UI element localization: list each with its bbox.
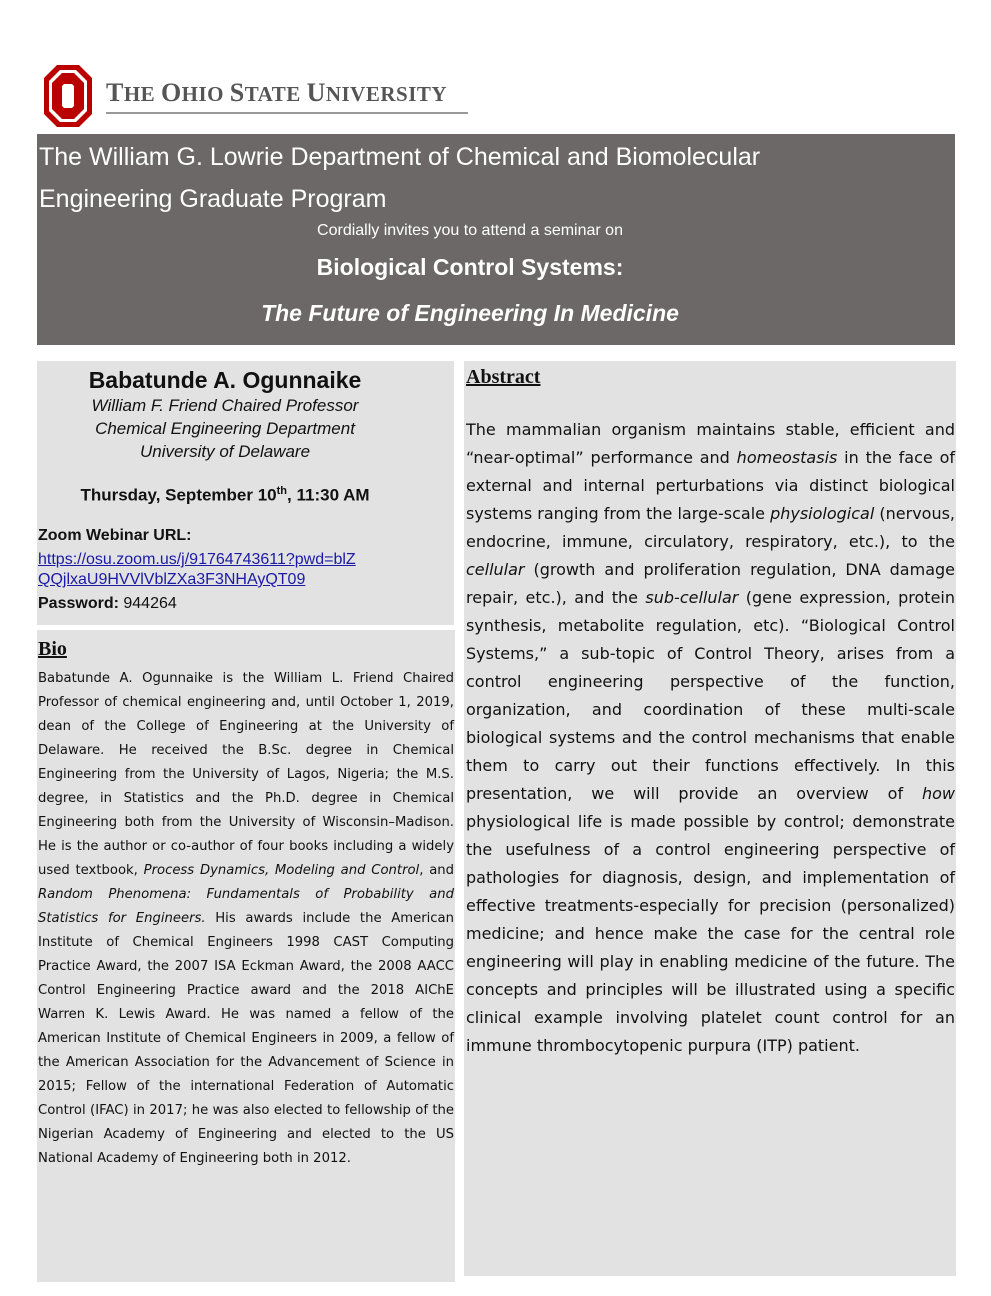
- university-name: THE OHIO STATE UNIVERSITY: [106, 78, 448, 107]
- seminar-subtitle: The Future of Engineering In Medicine: [261, 300, 679, 326]
- title-banner: [37, 134, 955, 345]
- abstract-heading: Abstract: [466, 366, 541, 388]
- speaker-institution: University of Delaware: [139, 442, 311, 461]
- bio-box: [37, 630, 455, 1282]
- bio-text: Babatunde A. Ogunnaike is the William L. Friend Chaired Professor of chemical engineering and, until October 1, 2019, dean of the College of Engineering at the University of Delaware. He received the B.Sc. degree in Chemical Engineering from the University of Lagos, Nigeria; the M.S. degree, in Statistics and the Ph.D. degree in Chemical Engineering both from the University of Wisconsin–Madison. He is the author or co-author of four books including a widely used textbook, Process Dynamics, Modeling and Control, and Random Phenomena: Fundamentals of Probability and Statistics for Engineers. His awards include the American Institute of Chemical Engineers 1998 CAST Computing Practice Award, the 2007 ISA Eckman Award, the 2008 AACC Control Engineering Practice award and the 2018 AIChE Warren K. Lewis Award. He was named a fellow of the American Institute of Chemical Engineers in 2009, a fellow of the American Association for the Advancement of Science in 2015; Fellow of the international Federation of Automatic Control (IFAC) in 2017; he was also elected to fellowship of the Nigerian Academy of Engineering and elected to the US National Academy of Engineering both in 2012.: [38, 671, 455, 1166]
- abstract-text: The mammalian organism maintains stable, efficient and “near-optimal” performance and homeostasis in the face of external and internal perturbations via distinct biological systems ranging from the large-scale physiological (nervous, endocrine, immune, circulatory, respiratory, etc.), to the cellular (growth and proliferation regulation, DNA damage repair, etc.), and the sub-cellular (gene expression, protein synthesis, metabolite regulation, etc). “Biological Control Systems,” a sub-topic of Control Theory, arises from a control engineering perspective of the function, organization, and coordination of these multi-scale biological systems and the control mechanisms that enable them to carry out their functions effectively. In this presentation, we will provide an overview of how physiological life is made possible by control; demonstrate the usefulness of a control engineering perspective of pathologies for diagnosis, design, and implementation of effective treatments-especially for precision (personalized) medicine; and hence make the case for the central role engineering will play in enabling medicine of the future. The concepts and principles will be illustrated using a specific clinical example involving platelet count control for an immune thrombocytopenic purpura (ITP) patient.: [466, 420, 956, 1055]
- seminar-title: Biological Control Systems:: [316, 254, 624, 280]
- speaker-department: Chemical Engineering Department: [95, 419, 355, 438]
- zoom-label: Zoom Webinar URL:: [38, 527, 192, 544]
- abstract-box: [464, 361, 956, 1276]
- seminar-date: Thursday, September 10th, 11:30 AM: [80, 485, 370, 505]
- speaker-name: Babatunde A. Ogunnaike: [88, 367, 362, 393]
- speaker-position: William F. Friend Chaired Professor: [91, 396, 359, 415]
- block-o-logo-icon: [43, 64, 93, 128]
- zoom-link[interactable]: https://osu.zoom.us/j/91764743611?pwd=blZ QQjlxaU9HVVlVblZXa3F3NHAyQT09: [38, 551, 356, 588]
- header-divider: [106, 112, 468, 114]
- invite-text: Cordially invites you to attend a seminar on: [317, 222, 623, 239]
- speaker-box: [37, 361, 454, 625]
- department-name: The William G. Lowrie Department of Chemical and Biomolecular Engineering Graduate Program: [39, 143, 761, 213]
- bio-heading: Bio: [38, 638, 67, 660]
- password: Password: 944264: [38, 595, 177, 612]
